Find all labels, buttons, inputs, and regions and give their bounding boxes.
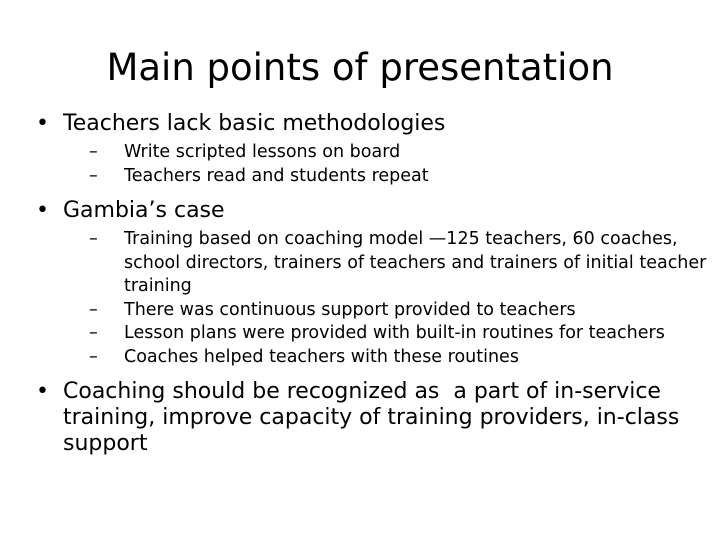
sub-bullet-text: Write scripted lessons on board [124, 142, 401, 162]
sub-bullet-list [89, 228, 707, 369]
sub-bullet-item [89, 299, 716, 323]
bullet-text: Coaching should be recognized as a part of in-service training, improve capacity of training providers, in-class support [63, 379, 687, 456]
sub-bullet-item [89, 346, 716, 370]
sub-bullet-item [89, 228, 716, 299]
sub-bullet-text: Training based on coaching model —125 teachers, 60 coaches, school directors, trainers of teachers and trainers of initial teacher training [124, 229, 707, 296]
bullet-point-coaching-recognition [36, 379, 696, 457]
sub-bullet-text: Teachers read and students repeat [124, 165, 429, 186]
sub-bullet-text: Lesson plans were provided with built-in routines for teachers [124, 323, 665, 343]
bullet-point-teachers-lack-methodologies [36, 111, 696, 188]
bullet-icon: • [36, 198, 49, 223]
dash-icon: – [89, 142, 98, 162]
bullet-icon: • [36, 379, 49, 404]
dash-icon: – [89, 165, 98, 186]
bullet-icon: • [36, 111, 49, 136]
dash-icon: – [89, 229, 98, 249]
bullet-text: Teachers lack basic methodologies [63, 111, 446, 136]
bullet-text: Gambia’s case [63, 198, 225, 223]
sub-bullet-item [89, 322, 716, 346]
sub-bullet-item [89, 141, 716, 165]
dash-icon: – [89, 299, 98, 320]
slide-body [36, 111, 707, 457]
sub-bullet-text: Coaches helped teachers with these routines [124, 346, 519, 367]
sub-bullet-item [89, 165, 716, 189]
bullet-point-gambia-case [36, 198, 707, 369]
slide-title: Main points of presentation [106, 46, 614, 89]
dash-icon: – [89, 323, 98, 343]
sub-bullet-list [89, 141, 696, 188]
sub-bullet-text: There was continuous support provided to teachers [124, 299, 576, 320]
dash-icon: – [89, 346, 98, 367]
